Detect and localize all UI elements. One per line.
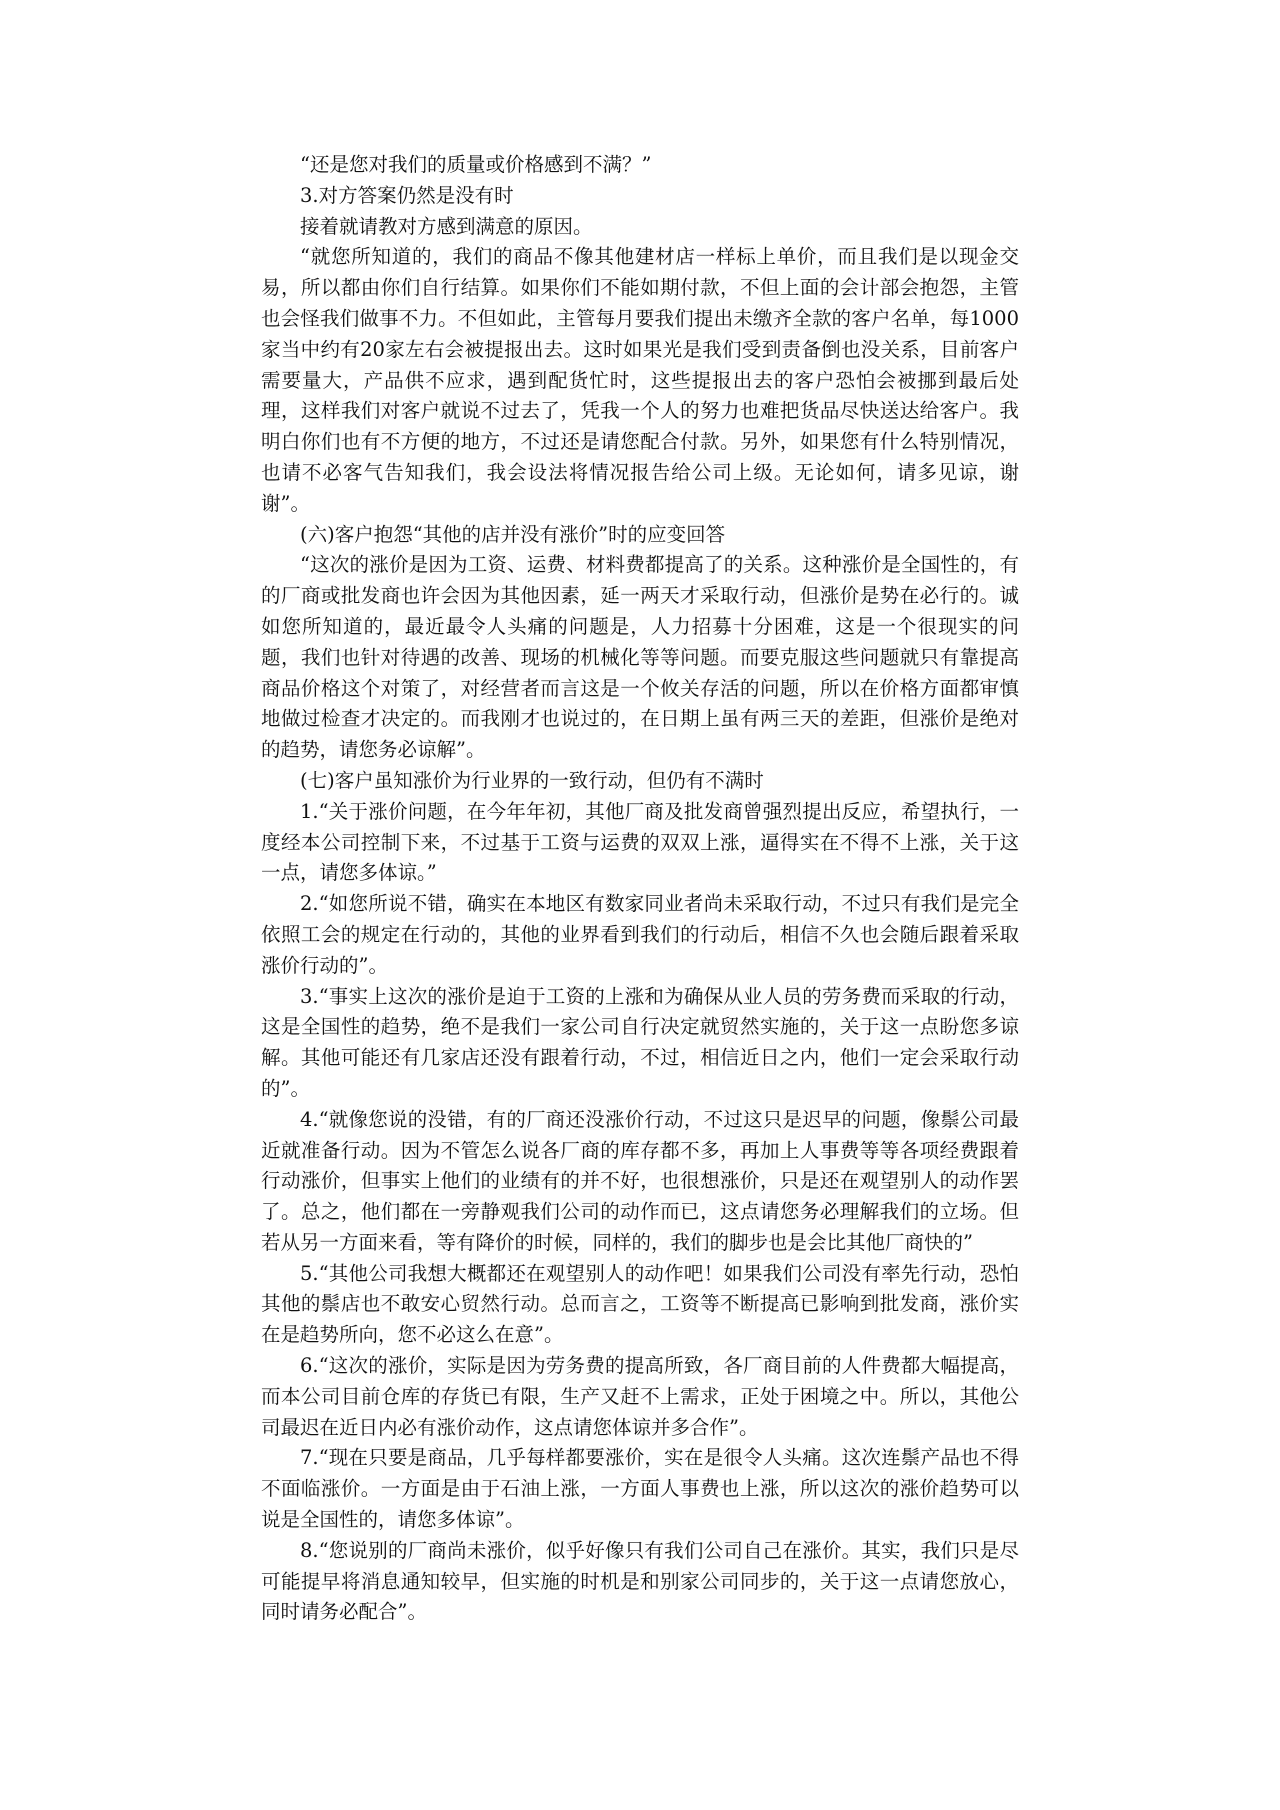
- list-item-5: 5.“其他公司我想大概都还在观望别人的动作吧！如果我们公司没有率先行动，恐怕其他的鬃店也不敢安心贸然行动。总而言之，工资等不断提高已影响到批发商，涨价实在是趋势所向，您不必这么在意”。: [261, 1261, 1019, 1347]
- paragraph-payment-explanation: “就您所知道的，我们的商品不像其他建材店一样标上单价，而且我们是以现金交易，所以都由你们自行结算。如果你们不能如期付款，不但上面的会计部会抱怨，主管也会怪我们做事不力。不但如此，主管每月要我们提出未缴齐全款的客户名单，每1000家当中约有20家左右会被提报出去。这时如果光是我们受到责备倒也没关系，目前客户需要量大，产品供不应求，遇到配货忙时，这些提报出去的客户恐怕会被挪到最后处理，这样我们对客户就说不过去了，凭我一个人的努力也难把货品尽快送达给客户。我明白你们也有不方便的地方，不过还是请您配合付款。另外，如果您有什么特别情况，也请不必客气告知我们，我会设法将情况报告给公司上级。无论如何，请多见谅，谢谢”。: [261, 245, 1019, 515]
- list-item-3: 3.“事实上这次的涨价是迫于工资的上涨和为确保从业人员的劳务费而采取的行动，这是全国性的趋势，绝不是我们一家公司自行决定就贸然实施的，关于这一点盼您多谅解。其他可能还有几家店还没有跟着行动，不过，相信近日之内，他们一定会采取行动的”。: [261, 984, 1019, 1100]
- document-body: [261, 150, 1019, 1628]
- list-item-7: 7.“现在只要是商品，几乎每样都要涨价，实在是很令人头痛。这次连鬃产品也不得不面临涨价。一方面是由于石油上涨，一方面人事费也上涨，所以这次的涨价趋势可以说是全国性的，请您多体谅”。: [261, 1446, 1019, 1532]
- section-heading-6: (六)客户抱怨“其他的店并没有涨价”时的应变回答: [300, 522, 726, 546]
- paragraph-ask-reason: 接着就请教对方感到满意的原因。: [300, 214, 593, 238]
- list-item-1: 1.“关于涨价问题，在今年年初，其他厂商及批发商曾强烈提出反应，希望执行，一度经本公司控制下来，不过基于工资与运费的双双上涨，逼得实在不得不上涨，关于这一点，请您多体谅。”: [261, 799, 1019, 885]
- list-item-4: 4.“就像您说的没错，有的厂商还没涨价行动，不过这只是迟早的问题，像鬃公司最近就准备行动。因为不管怎么说各厂商的库存都不多，再加上人事费等等各项经费跟着行动涨价，但事实上他们的业绩有的并不好，也很想涨价，只是还在观望别人的动作罢了。总之，他们都在一旁静观我们公司的动作而已，这点请您务必理解我们的立场。但若从另一方面来看，等有降价的时候，同样的，我们的脚步也是会比其他厂商快的”: [261, 1107, 1019, 1254]
- section-heading-7: (七)客户虽知涨价为行业界的一致行动，但仍有不满时: [300, 768, 764, 792]
- list-item-8: 8.“您说别的厂商尚未涨价，似乎好像只有我们公司自己在涨价。其实，我们只是尽可能提早将消息通知较早，但实施的时机是和别家公司同步的，关于这一点请您放心，同时请务必配合”。: [261, 1538, 1019, 1624]
- list-item-2: 2.“如您所说不错，确实在本地区有数家同业者尚未采取行动，不过只有我们是完全依照工会的规定在行动的，其他的业界看到我们的行动后，相信不久也会随后跟着采取涨价行动的”。: [261, 892, 1019, 977]
- paragraph-price-rise-explanation: “这次的涨价是因为工资、运费、材料费都提高了的关系。这种涨价是全国性的，有的厂商或批发商也许会因为其他因素，延一两天才采取行动，但涨价是势在必行的。诚如您所知道的，最近最令人头痛的问题是，人力招募十分困难，这是一个很现实的问题，我们也针对待遇的改善、现场的机械化等等问题。而要克服这些问题就只有靠提高商品价格这个对策了，对经营者而言这是一个攸关存活的问题，所以在价格方面都审慎地做过检查才决定的。而我刚才也说过的，在日期上虽有两三天的差距，但涨价是绝对的趋势，请您务必谅解”。: [261, 553, 1019, 762]
- paragraph-quote-dissatisfaction: “还是您对我们的质量或价格感到不满？”: [300, 153, 652, 176]
- paragraph-step-3: 3.对方答案仍然是没有时: [300, 183, 514, 207]
- list-item-6: 6.“这次的涨价，实际是因为劳务费的提高所致，各厂商目前的人件费都大幅提高，而本公司目前仓库的存货已有限，生产又赶不上需求，正处于困境之中。所以，其他公司最迟在近日内必有涨价动作，这点请您体谅并多合作”。: [261, 1354, 1019, 1439]
